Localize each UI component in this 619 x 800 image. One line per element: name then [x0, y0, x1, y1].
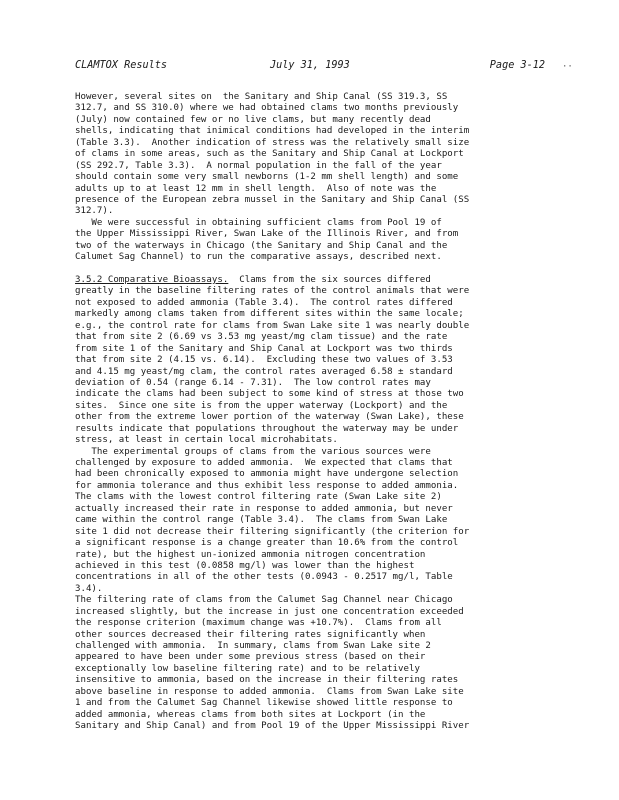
section-heading: 3.5.2 Comparative Bioassays. [75, 275, 229, 285]
text-line: site 1 did not decrease their filtering significantly (the criterion for [75, 526, 470, 537]
text-line: the Upper Mississippi River, Swan Lake of the Illinois River, and from [75, 229, 459, 240]
body-text [75, 92, 575, 733]
text-line: Sanitary and Ship Canal) and from Pool 19 of the Upper Mississippi River [75, 721, 470, 732]
text-line: sites. Since one site is from the upper waterway (Lockport) and the [75, 400, 448, 411]
text-line: above baseline in response to added ammonia. Clams from Swan Lake site [75, 686, 464, 697]
text-line: challenged by exposure to added ammonia. We expected that clams that [75, 458, 453, 468]
text-line: e.g., the control rate for clams from Swan Lake site 1 was nearly double [75, 320, 470, 331]
header-date: July 31, 1993 [270, 60, 350, 71]
text-line: the response criterion (maximum change was +10.7%). Clams from all [75, 618, 442, 629]
text-line: deviation of 0.54 (range 6.14 - 7.31). The low control rates may [75, 377, 431, 388]
text-line: from site 1 of the Sanitary and Ship Canal at Lockport was two thirds [75, 343, 453, 354]
text-line: (July) now contained few or no live clams, but many recently dead [75, 114, 431, 125]
text-line: The experimental groups of clams from the various sources were [75, 446, 431, 457]
text-line: should contain some very small newborns (1-2 mm shell length) and some [75, 172, 459, 183]
paragraph-gap [75, 264, 575, 275]
text-line [75, 275, 575, 286]
text-line: achieved in this test (0.0858 mg/l) was lower than the highest [75, 560, 415, 571]
text-line: a significant response is a change greater than 10.6% from the control [75, 538, 459, 549]
text-line: and 4.15 mg yeast/mg clam, the control rates averaged 6.58 ± standard [75, 366, 453, 377]
page-header [75, 60, 545, 74]
text-line: added ammonia, whereas clams from both sites at Lockport (in the [75, 709, 426, 720]
text-line: We were successful in obtaining sufficient clams from Pool 19 of [75, 217, 442, 228]
text-line: (Table 3.3). Another indication of stress was the relatively small size [75, 137, 470, 148]
text-line: appeared to have been under some previous stress (based on their [75, 652, 426, 663]
paragraph-intro [75, 92, 575, 264]
text-line: challenged with ammonia. In summary, clams from Swan Lake site 2 [75, 641, 431, 651]
text-line: 312.7, and SS 310.0) where we had obtained clams two months previously [75, 103, 459, 114]
text-line: of clams in some areas, such as the Sanitary and Ship Canal at Lockport [75, 149, 464, 160]
text-line-segment: Clams from the six sources differed [228, 275, 431, 285]
text-line: 312.7). [75, 206, 114, 217]
text-line: 1 and from the Calumet Sag Channel likewise showed little response to [75, 698, 453, 709]
text-line: However, several sites on the Sanitary and Ship Canal (SS 319.3, SS [75, 92, 448, 102]
text-line: (SS 292.7, Table 3.3). A normal population in the fall of the year [75, 160, 442, 171]
text-line: came within the control range (Table 3.4). The clams from Swan Lake [75, 515, 448, 526]
margin-mark: ·· [562, 62, 573, 72]
header-report-title: CLAMTOX Results [75, 60, 168, 71]
text-line: exceptionally low baseline filtering rate) and to be relatively [75, 663, 420, 674]
text-line: presence of the European zebra mussel in the Sanitary and Ship Canal (SS [75, 194, 470, 205]
text-line: shells, indicating that inimical conditions had developed in the interim [75, 126, 470, 137]
paragraph-comparative-bioassays [75, 275, 575, 733]
text-line: increased slightly, but the increase in just one concentration exceeded [75, 606, 464, 617]
text-line: The clams with the lowest control filtering rate (Swan Lake site 2) [75, 492, 442, 503]
text-line: other from the extreme lower portion of the waterway (Swan Lake), these [75, 412, 464, 423]
text-line: The filtering rate of clams from the Calumet Sag Channel near Chicago [75, 595, 453, 606]
header-page-number: Page 3-12 [489, 60, 545, 71]
text-line: 3.4). [75, 583, 103, 594]
text-line: greatly in the baseline filtering rates of the control animals that were [75, 286, 470, 297]
text-line: markedly among clams taken from different sites within the same locale; [75, 309, 464, 320]
text-line: Calumet Sag Channel) to run the comparative assays, described next. [75, 252, 442, 263]
text-line: adults up to at least 12 mm in shell length. Also of note was the [75, 183, 437, 194]
text-line: stress, at least in certain local microhabitats. [75, 435, 338, 446]
text-line: for ammonia tolerance and thus exhibit less response to added ammonia. [75, 480, 459, 491]
text-line: other sources decreased their filtering rates significantly when [75, 629, 426, 640]
text-line: not exposed to added ammonia (Table 3.4). The control rates differed [75, 297, 453, 308]
text-line: concentrations in all of the other tests (0.0943 - 0.2517 mg/l, Table [75, 572, 453, 583]
text-line: that from site 2 (4.15 vs. 6.14). Excluding these two values of 3.53 [75, 355, 453, 366]
text-line: insensitive to ammonia, based on the increase in their filtering rates [75, 675, 459, 686]
text-line: that from site 2 (6.69 vs 3.53 mg yeast/mg clam tissue) and the rate [75, 332, 448, 343]
text-line: rate), but the highest un-ionized ammonia nitrogen concentration [75, 549, 426, 560]
text-line: indicate the clams had been subject to some kind of stress at those two [75, 389, 464, 400]
text-line: results indicate that populations throughout the waterway may be under [75, 423, 459, 434]
text-line: had been chronically exposed to ammonia might have undergone selection [75, 469, 459, 480]
text-line: two of the waterways in Chicago (the Sanitary and Ship Canal and the [75, 240, 448, 251]
text-line: actually increased their rate in response to added ammonia, but never [75, 503, 453, 514]
